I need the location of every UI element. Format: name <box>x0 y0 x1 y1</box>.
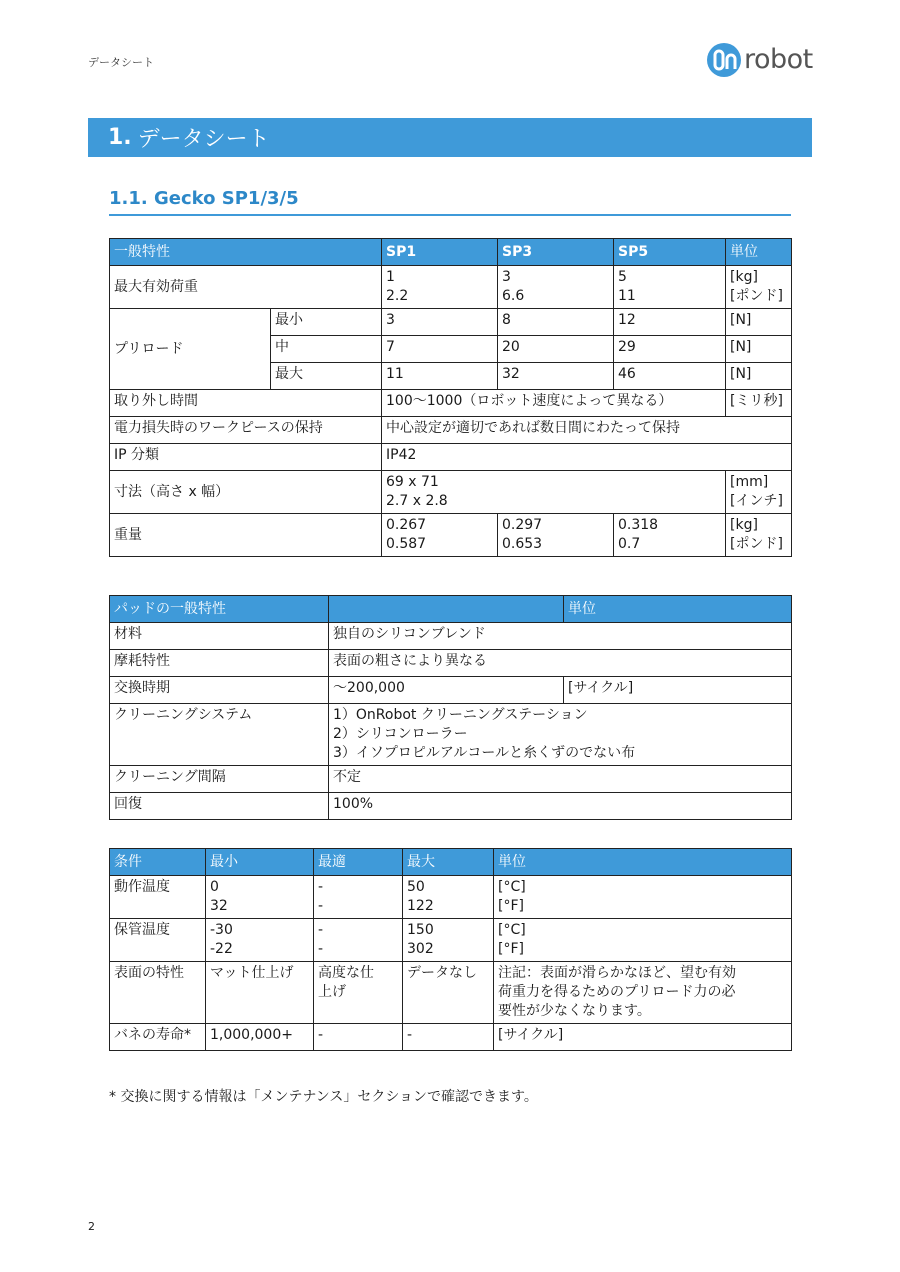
row-sublabel: 中 <box>271 336 382 363</box>
table-cell: 32 <box>210 898 228 914</box>
table-cell: 6.6 <box>502 288 525 304</box>
table-cell: 20 <box>498 336 614 363</box>
table-header: 単位 <box>726 239 792 266</box>
section-heading <box>88 118 812 157</box>
table-cell: 2）シリコンローラー <box>333 726 468 742</box>
table-row <box>110 417 792 444</box>
table-cell: [サイクル] <box>564 677 792 704</box>
table-cell: [N] <box>726 309 792 336</box>
table-cell: 8 <box>498 309 614 336</box>
table-cell: 0 <box>210 879 219 895</box>
table-row <box>110 793 792 820</box>
table-header: SP1 <box>382 239 498 266</box>
row-label: クリーニングシステム <box>110 704 329 766</box>
table-row <box>110 623 792 650</box>
footnote: * 交換に関する情報は「メンテナンス」セクションで確認できます。 <box>109 1089 538 1105</box>
table-header: SP5 <box>614 239 726 266</box>
table-cell: 1 <box>386 269 395 285</box>
table-cell: - <box>318 898 324 914</box>
table-cell: [kg] <box>730 517 758 533</box>
table-cell: -22 <box>210 941 233 957</box>
table-cell: [°C] <box>498 922 526 938</box>
row-label: バネの寿命* <box>110 1024 206 1051</box>
table-row <box>110 390 792 417</box>
table-cell: 50 <box>407 879 425 895</box>
table-cell: 46 <box>614 363 726 390</box>
table-cell: 69 x 71 <box>386 474 439 490</box>
table-cell: 要性が少なくなります。 <box>498 1003 651 1019</box>
table-row <box>110 962 792 1024</box>
table-cell: [サイクル] <box>494 1024 792 1051</box>
table-cell: 0.318 <box>618 517 659 533</box>
table-cell: - <box>403 1024 494 1051</box>
table-cell: 注記：表面が滑らかなほど、望む有効 <box>498 965 736 981</box>
row-label: 重量 <box>110 514 382 557</box>
table-cell: 5 <box>618 269 627 285</box>
table-cell: 3）イソプロピルアルコールと糸くずのでない布 <box>333 745 636 761</box>
table-cell: 0.653 <box>502 536 543 552</box>
row-label: 摩耗特性 <box>110 650 329 677</box>
table-cell: 0.7 <box>618 536 641 552</box>
table-header: 条件 <box>110 849 206 876</box>
row-label: 交換時期 <box>110 677 329 704</box>
table-header: 単位 <box>494 849 792 876</box>
table-cell: 0.267 <box>386 517 427 533</box>
table-cell: 32 <box>498 363 614 390</box>
table-cell: - <box>318 879 324 895</box>
row-label: 寸法（高さ x 幅） <box>110 471 382 514</box>
row-label: 保管温度 <box>110 919 206 962</box>
table-cell: 表面の粗さにより異なる <box>329 650 792 677</box>
subsection-title: 1.1. Gecko SP1/3/5 <box>109 188 299 209</box>
table-row <box>110 309 792 336</box>
table-cell: [ポンド] <box>730 536 783 552</box>
table-cell: - <box>314 1024 403 1051</box>
table-cell: 1）OnRobot クリーニングステーション <box>333 707 588 723</box>
table-cell: IP42 <box>382 444 792 471</box>
section-title: データシート <box>137 127 270 152</box>
table-row <box>110 650 792 677</box>
table-header: 最適 <box>314 849 403 876</box>
subsection-heading <box>109 188 791 216</box>
table-row <box>110 514 792 557</box>
table-cell: 11 <box>382 363 498 390</box>
table-cell: 不定 <box>329 766 792 793</box>
table-cell: [°F] <box>498 898 524 914</box>
table-cell: 独自のシリコンブレンド <box>329 623 792 650</box>
row-label: 回復 <box>110 793 329 820</box>
row-label: IP 分類 <box>110 444 382 471</box>
table-header: 単位 <box>564 596 792 623</box>
table-cell: 100% <box>329 793 792 820</box>
table-cell: マット仕上げ <box>210 965 294 981</box>
table-cell: [°C] <box>498 879 526 895</box>
table-row <box>110 919 792 962</box>
table-cell: - <box>318 922 324 938</box>
table-cell: [mm] <box>730 474 769 490</box>
table-header: 最小 <box>206 849 314 876</box>
table-row <box>110 471 792 514</box>
table-header: 最大 <box>403 849 494 876</box>
row-sublabel: 最小 <box>271 309 382 336</box>
table-cell: [インチ] <box>730 493 783 509</box>
table-cell: [ポンド] <box>730 288 783 304</box>
table-cell: 150 <box>407 922 434 938</box>
table-cell: [kg] <box>730 269 758 285</box>
table-row <box>110 766 792 793</box>
header-label: データシート <box>88 56 154 69</box>
table-cell: 100〜1000（ロボット速度によって異なる） <box>382 390 726 417</box>
table-cell: 1,000,000+ <box>206 1024 314 1051</box>
table-header: SP3 <box>498 239 614 266</box>
table-cell: 29 <box>614 336 726 363</box>
section-number: 1. <box>108 125 132 150</box>
table-cell: 上げ <box>318 984 346 1000</box>
table-cell: 中心設定が適切であれば数日間にわたって保持 <box>382 417 792 444</box>
table-cell: 7 <box>382 336 498 363</box>
logo-text: robot <box>744 43 813 75</box>
table-cell: [°F] <box>498 941 524 957</box>
table-row <box>110 876 792 919</box>
conditions-table <box>109 848 792 1051</box>
table-row <box>110 1024 792 1051</box>
table-cell: データなし <box>407 965 477 981</box>
table-cell: - <box>318 941 324 957</box>
page-number: 2 <box>88 1220 95 1233</box>
table-cell: 122 <box>407 898 434 914</box>
table-cell: 高度な仕 <box>318 965 374 981</box>
table-cell: 3 <box>382 309 498 336</box>
row-label: クリーニング間隔 <box>110 766 329 793</box>
table-header: パッドの一般特性 <box>110 596 329 623</box>
row-label: 動作温度 <box>110 876 206 919</box>
table-row <box>110 677 792 704</box>
table-header <box>329 596 564 623</box>
row-label: プリロード <box>110 309 271 390</box>
table-cell: [N] <box>726 363 792 390</box>
row-sublabel: 最大 <box>271 363 382 390</box>
logo-mark-icon <box>706 40 742 80</box>
table-cell: 12 <box>614 309 726 336</box>
table-row <box>110 704 792 766</box>
table-cell: 302 <box>407 941 434 957</box>
table-row <box>110 266 792 309</box>
general-properties-table <box>109 238 792 557</box>
table-cell: 2.2 <box>386 288 409 304</box>
table-cell: -30 <box>210 922 233 938</box>
row-label: 最大有効荷重 <box>110 266 382 309</box>
row-label: 表面の特性 <box>110 962 206 1024</box>
pad-properties-table <box>109 595 792 820</box>
table-row <box>110 444 792 471</box>
table-cell: [N] <box>726 336 792 363</box>
row-label: 電力損失時のワークピースの保持 <box>110 417 382 444</box>
row-label: 取り外し時間 <box>110 390 382 417</box>
table-cell: [ミリ秒] <box>726 390 792 417</box>
onrobot-logo <box>706 38 813 82</box>
row-label: 材料 <box>110 623 329 650</box>
table-cell: 3 <box>502 269 511 285</box>
table-cell: 〜200,000 <box>329 677 564 704</box>
table-header: 一般特性 <box>110 239 382 266</box>
table-cell: 0.587 <box>386 536 427 552</box>
table-cell: 0.297 <box>502 517 543 533</box>
table-cell: 2.7 x 2.8 <box>386 493 448 509</box>
table-cell: 荷重力を得るためのプリロード力の必 <box>498 984 736 1000</box>
table-cell: 11 <box>618 288 636 304</box>
